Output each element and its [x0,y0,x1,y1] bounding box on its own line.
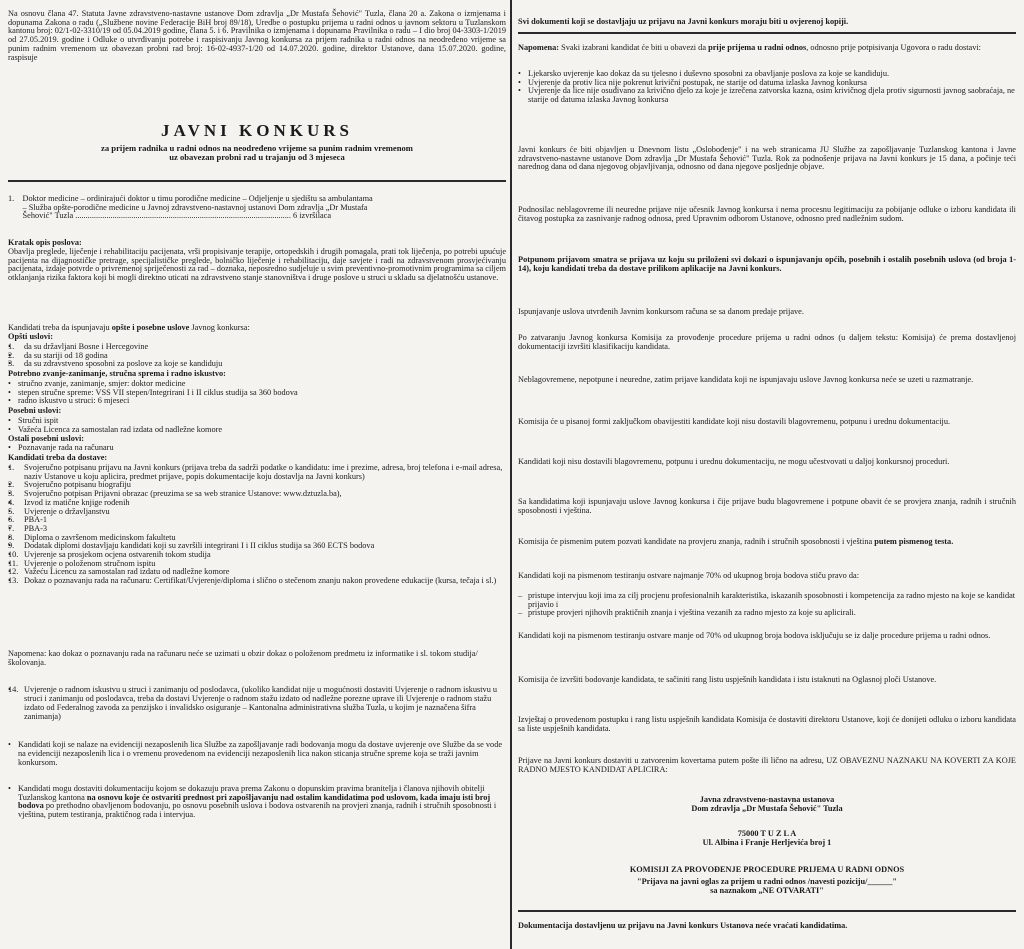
item-number: • 11. [8,558,19,568]
special-heading: Posebni uslovi: [8,406,62,415]
desc-heading: Kratak opis poslova: [8,238,82,247]
paragraph-incomplete: Neblagovremene, nepotpune i neuredne, zatim prijave kandidata koji ne ispunjavaju uslove Javnog konkursa neće se uzeti u razmatranje. [518,375,974,384]
paragraph-exclude: Kandidati koji nisu dostavili blagovremenu, potpunu i urednu dokumentaciju, ne mogu učestvovati u daljoj konkursnoj proceduri. [518,457,950,466]
item-number: • 1. [8,342,15,351]
list-item [8,360,506,369]
item-text: da su stariji od 18 godina [24,350,108,360]
item-number: • 12. [8,567,19,577]
item-text: Izvod iz matične knjige rođenih [24,497,130,507]
prof-list [8,380,506,406]
list-item: • Uvjerenje da lice nije osuđivano za krivično djelo za koje je izrečena zatvorska kazna, osim krivičnog djela protiv sigurnosti javnog saobraćaja, ne starije od datuma izlaska Javnog konkursa [518,87,1016,104]
left-column [8,0,509,949]
list-item: • Ljekarsko uvjerenje kao dokaz da su tjelesno i duševno sposobni za obavljanje poslova za koje se kandiduju. [518,70,1016,79]
item-number: • 9. [8,541,15,551]
item-number: • 5. [8,506,15,516]
page-title: JAVNI KONKURS [161,121,353,140]
note-paragraph: Napomena: kao dokaz o poznavanju rada na računaru neće se uzimati u obzir dokaz o položenom predmetu iz informatike i sl. tokom studija/školovanja. [8,649,478,667]
position-line: 1. Doktor medicine – ordinirajući doktor u timu porodične medicine – Odjeljenje u sjedištu sa ambulantama – Služba opšte-porodične medicine u Javnoj zdravstveno-nastavnoj ustanovi Dom zdravlja „Dr Mustafa Šehović" Tuzla ........................................................................................................ 6 izvršilaca [8,194,373,221]
item-text: PBA-3 [24,523,48,533]
list-item: • Poznavanje rada na računaru [8,444,506,453]
item-number: • 10. [8,550,19,560]
list-item: • stepen stručne spreme: VSS VII stepen/Integrirani I i II ciklus studija sa 360 bodova [8,389,506,398]
paragraph-submission: Prijave na Javni konkurs dostaviti u zatvorenim kovertama putem pošte ili lično na adresu, UZ OBAVEZNU NAZNAKU NA KOVERTI ZA KOJE RADNO MJESTO KANDIDAT APLICIRA: [518,756,1019,774]
item-text: PBA-1 [24,515,48,525]
item-number: • 2. [8,350,15,360]
general-list [8,343,506,369]
item-number: • 3. [8,489,15,499]
extra-bullets [8,724,506,837]
other-list [8,444,506,453]
item-text: da su zdravstveno sposobni za poslove za koje se kandiduju [24,359,223,369]
top-notice: Svi dokumenti koji se dostavljaju uz prijavu na Javni konkurs moraju biti u ovjerenoj kopiji. [518,17,849,26]
list-item: • Kandidati koji se nalaze na evidenciji nezaposlenih lica Službe za zapošljavanje radi bodovanja mogu da dostave uvjerenje ove Službe da se vode na evidenciji nezaposlenih lica i o vremenu provedenom na evidenciji nezaposlenih lica nakon sticanja stručne spreme koja se traži javnim konkursom. [8,741,506,767]
item-number: • 3. [8,359,15,369]
list-item [8,577,506,586]
item-number: • 1. [8,463,15,472]
special-list [8,417,506,434]
item-text: Svojeručno potpisan Prijavni obrazac (preuzima se sa web stranice Ustanove: www.dztuzla.ba), [24,489,342,499]
note-list [518,70,1016,105]
list-item: – pristupe provjeri njihovih praktičnih znanja i vještina vezanih za radno mjesto za koje su aplicirali. [518,609,1016,618]
item-text: Uvjerenje o položenom stručnom ispitu [24,558,156,568]
paragraph-below-70: Kandidati koji na pismenom testiranju ostvare manje od 70% od ukupnog broja bodova isključuju se iz dalje procedure prijema u radni odnos. [518,631,991,640]
item-number: • 13. [8,576,19,586]
prof-heading: Potrebno zvanje-zanimanje, stručna sprema i radno iskustvo: [8,369,226,378]
item-text: da su državljani Bosne i Hercegovine [24,342,149,351]
docs-heading: Kandidati treba da dostave: [8,453,108,462]
interview-list [518,592,1016,618]
list-item: – pristupe intervjuu koji ima za cilj procjenu profesionalnih karakteristika, iskazanih sposobnosti i kompetencija za radno mjesto na koje se kandidat prijavio i [518,592,1016,609]
right-column [518,0,1019,949]
envelope-label: "Prijava na javni oglas za prijem u radni odnos /navesti poziciju/______" sa naznakom „NE OTVARATI" [637,877,897,895]
list-item: • 14. Uvjerenje o radnom iskustvu u struci i zanimanju od poslodavca, (ukoliko kandidat nije u mogućnosti dostaviti Uvjerenje o radnom iskustvu u struci i zanimanju od poslodavca, treba da dostavi Uvjerenje o radnom stažu izdato od nadležne porezne uprave ili Uvjerenje o radnom stažu izdato od Federalnog zavoda za penzijsko i invalidsko osiguranje – Kantonalna administrativna služba Tuzla, u kojim je naznačena šifra zanimanja) [8,686,506,721]
item-text: Diploma o završenom medicinskom fakultetu [24,532,176,542]
list-item [8,464,506,481]
list-item [8,516,506,525]
list-item: • Kandidati mogu dostaviti dokumentaciju kojom se dokazuju prava prema Zakonu o dopunskim pravima branitelja i članova njihovih obitelji Tuzlanskog kantona na osnovu koje će ostvariti prednost pri zapošljavanju nad ostalim kandidatima pod uslovom, kada imaju isti broj bodova po prethodno obavljenom bodovanju, po osnovu posebnih uslova i bodova ostvarenih na provjeri znanja, radnih i stručnih sposobnosti i vještina, putem testiranja, praktičnog rada i intervjua. [8,785,506,820]
item-text: Važeću Licencu za samostalan rad izdatu od nadležne komore [24,567,230,577]
item-text: Dokaz o poznavanju rada na računaru: Certifikat/Uvjerenje/diploma i slično o stečenom znanju nakon provedene edukacije (kursa, tečaja i sl.) [24,576,497,586]
paragraph-commission: Po zatvaranju Javnog konkursa Komisija za provođenje procedure prijema u radni odnos (u daljem tekstu: Komisija) će prema dostavljenoj dokumentaciji izvršiti klasifikaciju kandidata. [518,333,1019,351]
section-divider [518,32,1016,34]
address-city: 75000 T U Z L A Ul. Albina i Franje Herljevića broj 1 [702,829,832,847]
item-text: Svojeručno potpisanu prijavu na Javni konkurs (prijava treba da sadrži podatke o kandidatu: ime i prezime, adresa, broj telefona i e-mail adresa, naziv Ustanove u koju aplicira, predmet prijave, popis dokumentacije koju dostavlja na Javni konkurs) [24,463,505,481]
other-heading: Ostali posebni uslovi: [8,434,85,443]
item-text: Uvjerenje sa prosjekom ocjena ostvarenih tokom studija [24,550,211,560]
list-item: • stručno zvanje, zanimanje, smjer: doktor medicine [8,380,506,389]
column-divider [510,0,512,949]
footer-note: Dokumentacija dostavljenu uz prijavu na Javni konkurs Ustanova neće vraćati kandidatima. [518,921,848,930]
item-number: • 4. [8,497,15,507]
paragraph-invalid: Podnosilac neblagovreme ili neuredne prijave nije učesnik Javnog konkursa i nema procesnu legitimaciju za pobijanje odluke o izboru kandidata ili čitavog postupka za zasnivanje radnog odnosa, pred Upravnim odborom Ustanove, odnosno pred nadležnim sudom. [518,205,1019,223]
paragraph-70-percent: Kandidati koji na pismenom testiranju ostvare najmanje 70% od ukupnog broja bodova stiču pravo da: [518,571,860,580]
item-number: • 7. [8,523,15,533]
address-institution: Javna zdravstveno-nastavna ustanova Dom zdravlja „Dr Mustafa Šehović" Tuzla [691,795,843,813]
item-text: Svojeručno potpisanu biografiju [24,480,131,490]
paragraph-testing: Sa kandidatima koji ispunjavaju uslove Javnog konkursa i čije prijave budu blagovremene i potpune obavit će se provjera znanja, radnih i stručnih sposobnosti i vještina. [518,497,1019,515]
intro-paragraph: Na osnovu člana 47. Statuta Javne zdravstveno-nastavne ustanove Dom zdravlja „Dr Mustafa Šehović" Tuzla, člana 20 a. Zakona o izmjenama i dopunama Zakona o radu („Službene novine Federacije BiH broj 89/18), Uredbe o postupku prijema u radni odnos u javnom sektoru u Tuzlanskom kantonu broj: 02/1-02-3310/19 od 05.04.2019 godine, člana 5. i 6. Pravilnika o izmjenama i dopunama Pravilnika o radu – I dio broj 04-3303-1/2019 od 27.05.2019. godine i Odluke o utvrđivanju potrebe i raspisivanju Javnog konkursa za prijem radnika u radni odnos na neodređeno vrijeme sa punim radnim vremenom uz obavezan probni rad broj: 16-02-4937-1/20 od 14.07.2020. godine, direktor Ustanove, dana 15.07.2020. godine, raspisuje [8,9,509,62]
item-number: • 2. [8,480,15,490]
list-item: • Važeća Licenca za samostalan rad izdata od nadležne komore [8,426,506,435]
item-number: • 6. [8,515,15,525]
list-item: • Stručni ispit [8,417,506,426]
item-text: Dodatak diplomi dostavljaju kandidati koji su završili integrirani I i II ciklus studija sa 360 ECTS bodova [24,541,375,551]
paragraph-complete: Potpunom prijavom smatra se prijava uz koju su priloženi svi dokazi o ispunjavanju općih, posebnih i ostalih posebnih uslova (od broja 1-14), koju kandidati treba da dostave prilikom aplikacije na Javni konkurs. [518,255,1016,273]
paragraph-report: Izvještaj o provedenom postupku i rang listu uspješnih kandidata Komisija će dostaviti direktoru Ustanove, koji će donijeti odluku o izboru kandidata sa liste uspješnih kandidata. [518,715,1019,733]
paragraph-written-test: Komisija će pismenim putem pozvati kandidate na provjeru znanja, radnih i stručnih sposobnosti i vještina putem pismenog testa. [518,537,954,546]
paragraph-ranking: Komisija će izvršiti bodovanje kandidata, te sačiniti rang listu uspješnih kandidata i istu istaknuti na Oglasnoj ploči Ustanove. [518,675,937,684]
section-divider [8,180,506,182]
section-divider [518,910,1016,912]
paragraph-notify: Komisija će u pisanoj formi zaključkom obavijestiti kandidate koji nisu dostavili blagovremenu, potpunu i urednu dokumentaciju. [518,417,951,426]
note-intro: Napomena: Svaki izabrani kandidat će biti u obavezi da prije prijema u radni odnos, odnosno prije potpisivanja Ugovora o radu dostavi: [518,43,981,52]
paragraph-conditions: Ispunjavanje uslova utvrđenih Javnim konkursom računa se sa danom predaje prijave. [518,307,804,316]
paragraph-publication: Javni konkurs će biti objavljen u Dnevnom listu „Oslobođenje" i na web stranicama JU Službe za zapošljavanje Tuzlanskog kantona i Javne zdravstveno-nastavne ustanove Dom zdravlja „Dr Mustafa Šehović" Tuzla. Rok za podnošenje prijava na Javni konkurs je 15 dana, a počinje teći narednog dana od dana njegovog objavljivanja, odnosno od dana njegove posljednje objave. [518,145,1019,172]
conditions-intro: Kandidati treba da ispunjavaju opšte i posebne uslove Javnog konkursa: [8,323,250,332]
desc-text: Obavlja preglede, liječenje i rehabilitaciju pacijenata, vrši propisivanje terapije, ortopedskih i drugih pomagala, prati tok liječenja, po potrebi upućuje pacijenta na dijagnostičke pretrage, specijalističke preglede, bolničko liječenje i rehabilitaciju, daje savjete i radi na zdravstvenom prosvjećivanju pacijenata, izdaje potvrde o privremenoj spriječenosti za rad – doznaka, neposredno sudjeluje u svim preventivno-promotivnim programima sa ciljem otklanjanja rizika faktora koji bi mogli direktno uticati na zdravstveno stanje stanovništva i druge poslove u struci u skladu sa djelatnošću ustanove. [8,247,509,283]
item-number: • 8. [8,532,15,542]
docs-list [8,464,506,586]
item-text: Uvjerenje o državljanstvu [24,506,110,516]
list-item: • Uvjerenje da protiv lica nije pokrenut krivični postupak, ne starije od datuma izlaska Javnog konkursa [518,79,1016,88]
address-commission: KOMISIJI ZA PROVOĐENJE PROCEDURE PRIJEMA U RADNI ODNOS [629,865,905,874]
list-item [8,508,506,517]
list-item: • radno iskustvo u struci: 6 mjeseci [8,397,506,406]
page-subtitle: za prijem radnika u radni odnos na neodređeno vrijeme sa punim radnim vremenom uz obavezan probni rad u trajanju od 3 mjeseca [101,143,413,163]
general-heading: Opšti uslovi: [8,332,53,341]
